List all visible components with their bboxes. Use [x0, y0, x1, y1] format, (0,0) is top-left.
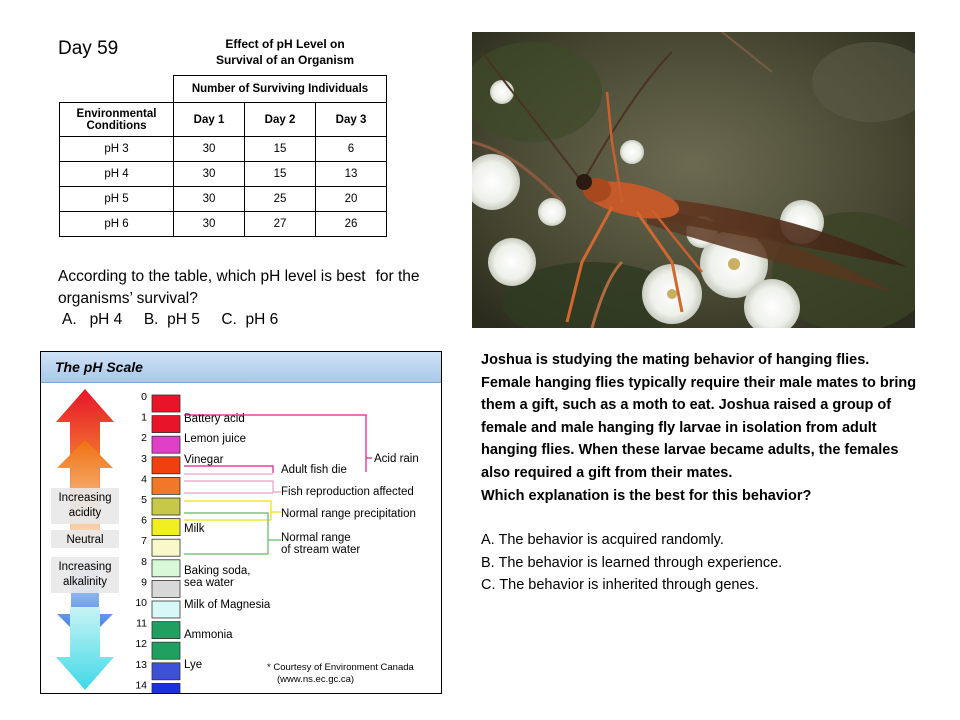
row-value: 13 — [316, 162, 387, 187]
row-value: 30 — [174, 187, 245, 212]
table-title — [175, 36, 395, 68]
ph-swatch-13 — [152, 663, 180, 680]
env-header-line-1: Environmental — [76, 107, 157, 120]
group-header: Number of Surviving Individuals — [174, 76, 387, 103]
row-value: 27 — [245, 212, 316, 237]
normal-precipitation-label: Normal range precipitation — [281, 508, 416, 520]
fish-reproduction-label: Fish reproduction affected — [281, 486, 414, 498]
precipitation-bracket — [184, 501, 281, 520]
row-condition: pH 6 — [60, 212, 174, 237]
acid-rain-label: Acid rain — [374, 453, 419, 465]
ph-swatch-1 — [152, 416, 180, 433]
adult-fish-die-label: Adult fish die — [281, 464, 347, 476]
ph-number-labels — [135, 391, 147, 691]
substance-vinegar: Vinegar — [184, 454, 224, 466]
ph-number-7: 7 — [141, 535, 147, 548]
ph-number-12: 12 — [135, 638, 147, 651]
ph-swatch-2 — [152, 436, 180, 453]
question-2-options — [481, 529, 921, 597]
substance-baking-soda-2: sea water — [184, 577, 234, 589]
ph-number-3: 3 — [141, 452, 147, 465]
ph-number-11: 11 — [136, 617, 147, 630]
question-1-part-b: for the organisms’ survival? — [58, 268, 420, 307]
row-condition: pH 5 — [60, 187, 174, 212]
increasing-alkalinity-label-2: alkalinity — [62, 576, 108, 588]
ph-swatch-5 — [152, 498, 180, 515]
blank-cell — [60, 76, 174, 103]
ph-number-1: 1 — [141, 411, 147, 424]
neutral-label: Neutral — [66, 534, 104, 546]
question-1-text — [58, 266, 478, 310]
option-a: A. The behavior is acquired randomly. — [481, 532, 724, 549]
substance-baking-soda-1: Baking soda, — [184, 565, 251, 577]
table-title-line-2: Survival of an Organism — [215, 53, 355, 67]
credit-line-1: * Courtesy of Environment Canada — [267, 662, 414, 673]
increasing-alkalinity-label-1: Increasing — [58, 561, 112, 573]
row-value: 15 — [245, 137, 316, 162]
hanging-fly-illustration — [472, 32, 915, 328]
row-value: 20 — [316, 187, 387, 212]
ph-swatch-0 — [152, 395, 180, 412]
fish-bracket — [184, 474, 281, 493]
ph-number-9: 9 — [141, 576, 147, 589]
row-value: 30 — [174, 162, 245, 187]
row-value: 6 — [316, 137, 387, 162]
row-value: 15 — [245, 162, 316, 187]
substance-battery-acid: Battery acid — [184, 413, 245, 425]
page-title: Day 59 — [58, 38, 119, 59]
ph-swatch-6 — [152, 519, 180, 536]
substance-lemon-juice: Lemon juice — [184, 433, 247, 445]
row-value: 30 — [174, 212, 245, 237]
table-row — [60, 187, 387, 212]
ph-swatch-8 — [152, 560, 180, 577]
ph-number-14: 14 — [135, 679, 147, 692]
question-1-part-a: According to the table, which pH level is best — [58, 268, 366, 285]
ph-swatches — [152, 395, 180, 693]
substance-milk-of-magnesia: Milk of Magnesia — [184, 599, 271, 611]
normal-stream-label-2: of stream water — [281, 544, 361, 556]
row-value: 25 — [245, 187, 316, 212]
ph-number-10: 10 — [135, 597, 147, 609]
option-b: B. The behavior is learned through experience. — [481, 554, 783, 571]
increasing-acidity-label-2: acidity — [68, 507, 102, 519]
env-header — [60, 103, 174, 137]
ph-swatch-9 — [152, 580, 180, 597]
hanging-fly-photo — [472, 32, 915, 328]
table-row — [60, 212, 387, 237]
col-header-day-3: Day 3 — [316, 103, 387, 137]
table-row — [60, 137, 387, 162]
ph-number-0: 0 — [141, 391, 147, 403]
env-header-line-2: Conditions — [86, 119, 147, 132]
row-condition: pH 3 — [60, 137, 174, 162]
ph-number-6: 6 — [141, 514, 147, 527]
ph-number-13: 13 — [135, 658, 147, 671]
ph-swatch-10 — [152, 601, 180, 618]
substance-lye: Lye — [184, 659, 203, 671]
question-2-stem: Joshua is studying the mating behavior of hanging flies. Female hanging flies typically require their male mates to bring them a gift, such as a moth to eat. Joshua raised a group of female and male hanging fly larvae in isolation from adult hanging flies. When these larvae became adults, the females also required a gift from their mates. — [481, 352, 917, 481]
ph-swatch-4 — [152, 477, 180, 494]
ph-scale-title: The pH Scale — [55, 359, 143, 375]
ph-swatch-7 — [152, 539, 180, 556]
credit-line-2: (www.ns.ec.gc.ca) — [277, 674, 355, 685]
substance-milk: Milk — [184, 523, 205, 535]
increasing-acidity-label-1: Increasing — [58, 492, 112, 504]
row-condition: pH 4 — [60, 162, 174, 187]
question-1-choices: A. pH 4 B. pH 5 C. pH 6 — [62, 311, 279, 328]
normal-stream-label-1: Normal range — [281, 532, 351, 544]
ph-number-2: 2 — [141, 432, 147, 445]
row-value: 30 — [174, 137, 245, 162]
survival-table — [59, 75, 387, 237]
option-c: C. The behavior is inherited through genes. — [481, 577, 759, 594]
ph-scale-figure — [40, 351, 442, 694]
table-title-line-1: Effect of pH Level on — [225, 37, 345, 51]
table-row — [60, 162, 387, 187]
ph-swatch-14 — [152, 683, 180, 693]
question-2 — [481, 349, 921, 597]
ph-swatch-11 — [152, 622, 180, 639]
ph-number-5: 5 — [141, 494, 147, 506]
ph-swatch-3 — [152, 457, 180, 474]
substance-ammonia: Ammonia — [184, 629, 233, 641]
ph-number-8: 8 — [141, 555, 147, 568]
question-2-ask: Which explanation is the best for this behavior? — [481, 487, 812, 504]
col-header-day-1: Day 1 — [174, 103, 245, 137]
row-value: 26 — [316, 212, 387, 237]
ph-scale-diagram — [41, 352, 441, 693]
ph-number-4: 4 — [141, 473, 147, 486]
col-header-day-2: Day 2 — [245, 103, 316, 137]
ph-swatch-12 — [152, 642, 180, 659]
